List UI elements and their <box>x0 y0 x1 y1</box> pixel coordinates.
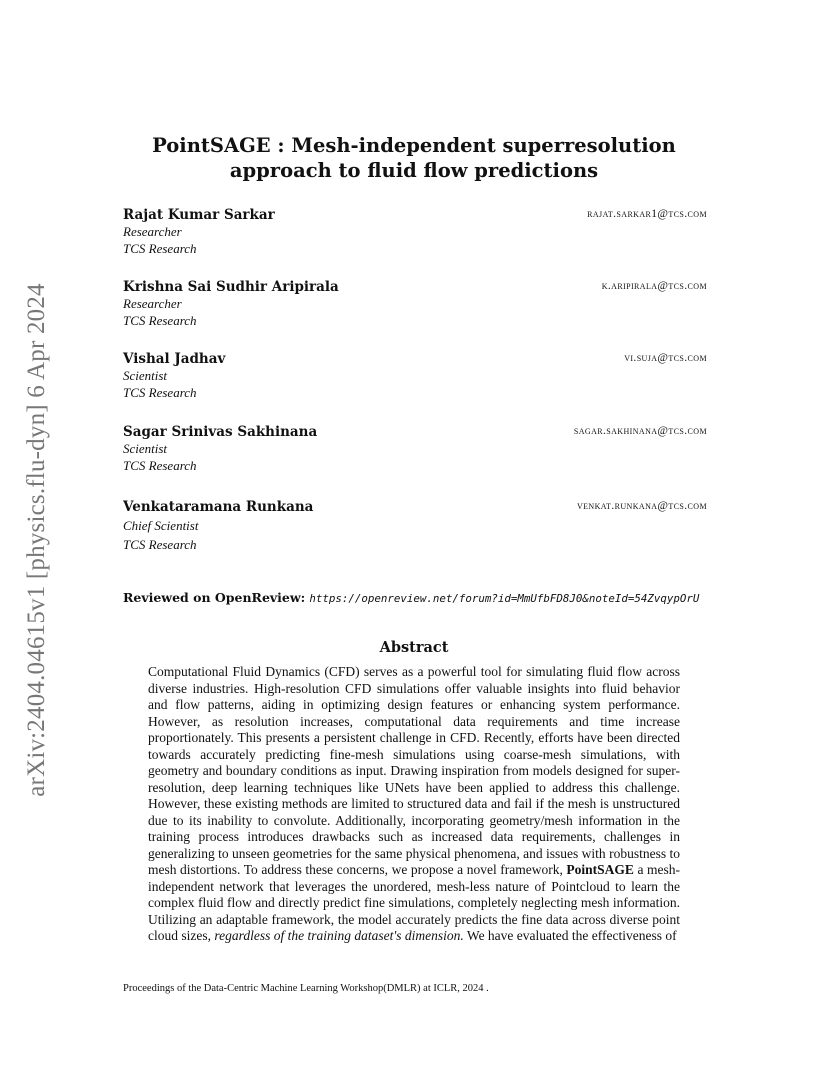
paper-title: PointSAGE : Mesh-independent superresolution approach to fluid flow predictions <box>152 134 676 182</box>
openreview-label: Reviewed on OpenReview: <box>123 590 306 605</box>
author-role: Scientist <box>123 441 168 456</box>
author-block-3 <box>123 351 707 401</box>
openreview-line <box>123 590 699 606</box>
author-email[interactable]: k.aripirala@tcs.com <box>601 280 707 292</box>
proceedings-footer: Proceedings of the Data-Centric Machine Learning Workshop(DMLR) at ICLR, 2024 . <box>123 983 489 994</box>
author-name: Rajat Kumar Sarkar <box>123 207 275 223</box>
author-email[interactable]: sagar.sakhinana@tcs.com <box>573 425 707 437</box>
author-email[interactable]: vi.suja@tcs.com <box>624 352 707 364</box>
author-name: Vishal Jadhav <box>123 351 226 367</box>
author-block-1 <box>123 207 707 257</box>
abstract-part-1: Computational Fluid Dynamics (CFD) serves as a powerful tool for simulating fluid flow across diverse industries. High-resolution CFD simulations offer valuable insights into fluid behavior and flow patterns, aiding in optimizing design features or enhancing system performance. However, as resolution increases, computational data requirements and time increase proportionately. This presents a persistent challenge in CFD. Recently, efforts have been directed towards accurately predicting fine-mesh simulations using coarse-mesh simulations, with geometry and boundary conditions as input. Drawing inspiration from models designed for super-resolution, deep learning techniques like UNets have been applied to address this challenge. However, these existing methods are limited to structured data and fail if the mesh is unstructured due to its inability to convolute. Additionally, incorporating geometry/mesh information in the training process introduces drawbacks such as increased data requirements, challenges in generalizing to unseen geometries for the same physical phenomena, and issues with robustness to mesh distortions. To address these concerns, we propose a novel framework, <box>148 664 680 877</box>
arxiv-identifier-stamp: arXiv:2404.04615v1 [physics.flu-dyn] 6 Apr 2024 <box>23 283 50 797</box>
author-block-4 <box>123 424 707 474</box>
author-role: Researcher <box>123 224 182 239</box>
abstract-part-3: We have evaluated the effectiveness of <box>466 928 677 943</box>
abstract-part-2: a mesh-independent network that leverages the unordered, mesh-less nature of Pointcloud to learn the complex fluid flow and directly predict fine simulations, completely neglecting mesh information. Utilizing an adaptable framework, the model accurately predicts the fine data across diverse point cloud sizes, <box>148 862 681 943</box>
abstract-text <box>148 664 680 945</box>
author-email[interactable]: venkat.runkana@tcs.com <box>576 500 707 512</box>
author-name: Sagar Srinivas Sakhinana <box>123 424 318 440</box>
author-block-2 <box>123 279 707 329</box>
openreview-link[interactable]: https://openreview.net/forum?id=MmUfbFD8J0&noteId=54ZvqypOrU <box>309 592 700 605</box>
author-role: Researcher <box>123 296 182 311</box>
abstract-heading: Abstract <box>379 639 449 656</box>
author-role: Scientist <box>123 368 168 383</box>
author-affiliation: TCS Research <box>123 240 197 256</box>
author-name: Krishna Sai Sudhir Aripirala <box>123 279 339 295</box>
author-name: Venkataramana Runkana <box>123 499 314 515</box>
author-block-5 <box>123 499 707 553</box>
abstract-emphasis: regardless of the training dataset's dimension. <box>214 928 464 943</box>
framework-name: PointSAGE <box>566 862 634 877</box>
author-affiliation: TCS Research <box>123 384 197 400</box>
author-email[interactable]: rajat.sarkar1@tcs.com <box>587 208 707 220</box>
author-affiliation: TCS Research <box>123 536 197 552</box>
author-role: Chief Scientist <box>123 518 199 533</box>
author-affiliation: TCS Research <box>123 457 197 473</box>
author-affiliation: TCS Research <box>123 312 197 328</box>
